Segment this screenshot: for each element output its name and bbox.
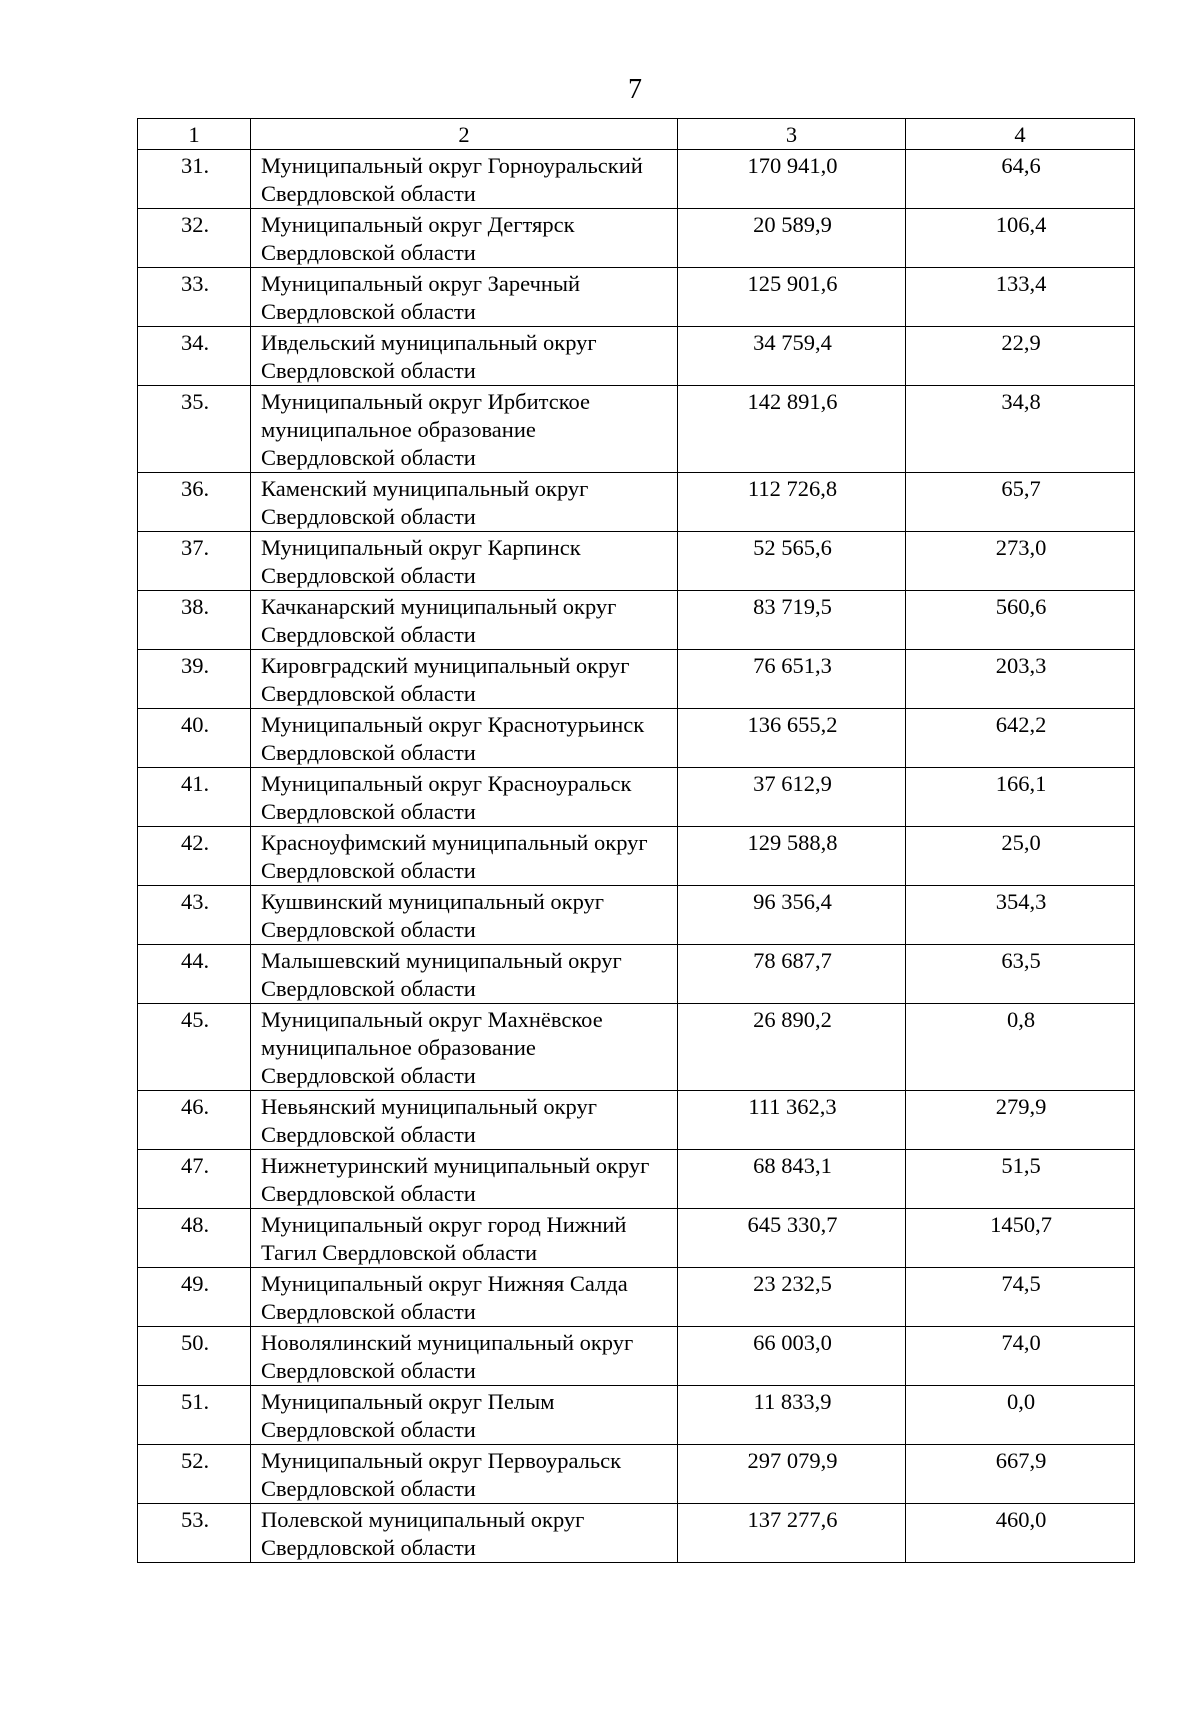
municipality-name: Муниципальный округ Горноуральский Свердловской области bbox=[251, 150, 678, 209]
value-column-4: 203,3 bbox=[906, 650, 1135, 709]
column-header-4: 4 bbox=[906, 119, 1135, 150]
table-row bbox=[138, 1327, 1135, 1386]
value-column-4: 74,5 bbox=[906, 1268, 1135, 1327]
table-row bbox=[138, 1004, 1135, 1091]
value-column-3: 137 277,6 bbox=[678, 1504, 906, 1563]
table-row bbox=[138, 473, 1135, 532]
column-header-2: 2 bbox=[251, 119, 678, 150]
value-column-4: 273,0 bbox=[906, 532, 1135, 591]
value-column-3: 96 356,4 bbox=[678, 886, 906, 945]
municipality-name: Новолялинский муниципальный округ Свердловской области bbox=[251, 1327, 678, 1386]
municipality-name: Муниципальный округ Карпинск Свердловской области bbox=[251, 532, 678, 591]
municipality-name: Малышевский муниципальный округ Свердловской области bbox=[251, 945, 678, 1004]
row-number: 45. bbox=[138, 1004, 251, 1091]
value-column-4: 25,0 bbox=[906, 827, 1135, 886]
column-header-3: 3 bbox=[678, 119, 906, 150]
municipality-name: Муниципальный округ Ирбитское муниципальное образование Свердловской области bbox=[251, 386, 678, 473]
value-column-3: 11 833,9 bbox=[678, 1386, 906, 1445]
value-column-4: 65,7 bbox=[906, 473, 1135, 532]
municipality-name: Муниципальный округ Первоуральск Свердловской области bbox=[251, 1445, 678, 1504]
value-column-3: 645 330,7 bbox=[678, 1209, 906, 1268]
row-number: 48. bbox=[138, 1209, 251, 1268]
table-row bbox=[138, 591, 1135, 650]
table-row bbox=[138, 827, 1135, 886]
value-column-4: 51,5 bbox=[906, 1150, 1135, 1209]
value-column-3: 111 362,3 bbox=[678, 1091, 906, 1150]
value-column-3: 37 612,9 bbox=[678, 768, 906, 827]
row-number: 46. bbox=[138, 1091, 251, 1150]
municipality-name: Кушвинский муниципальный округ Свердловской области bbox=[251, 886, 678, 945]
value-column-4: 166,1 bbox=[906, 768, 1135, 827]
value-column-3: 136 655,2 bbox=[678, 709, 906, 768]
municipality-name: Кировградский муниципальный округ Свердловской области bbox=[251, 650, 678, 709]
municipality-name: Муниципальный округ Краснотурьинск Свердловской области bbox=[251, 709, 678, 768]
value-column-4: 460,0 bbox=[906, 1504, 1135, 1563]
value-column-3: 76 651,3 bbox=[678, 650, 906, 709]
value-column-4: 22,9 bbox=[906, 327, 1135, 386]
row-number: 41. bbox=[138, 768, 251, 827]
row-number: 31. bbox=[138, 150, 251, 209]
value-column-3: 170 941,0 bbox=[678, 150, 906, 209]
value-column-4: 64,6 bbox=[906, 150, 1135, 209]
value-column-4: 0,0 bbox=[906, 1386, 1135, 1445]
value-column-4: 34,8 bbox=[906, 386, 1135, 473]
value-column-3: 129 588,8 bbox=[678, 827, 906, 886]
value-column-3: 125 901,6 bbox=[678, 268, 906, 327]
value-column-4: 133,4 bbox=[906, 268, 1135, 327]
table-row bbox=[138, 209, 1135, 268]
row-number: 37. bbox=[138, 532, 251, 591]
value-column-4: 642,2 bbox=[906, 709, 1135, 768]
table-row bbox=[138, 386, 1135, 473]
table-row bbox=[138, 709, 1135, 768]
value-column-3: 78 687,7 bbox=[678, 945, 906, 1004]
municipality-name: Муниципальный округ Пелым Свердловской области bbox=[251, 1386, 678, 1445]
table-row bbox=[138, 886, 1135, 945]
page-number: 7 bbox=[628, 74, 642, 105]
value-column-4: 354,3 bbox=[906, 886, 1135, 945]
value-column-4: 279,9 bbox=[906, 1091, 1135, 1150]
value-column-3: 52 565,6 bbox=[678, 532, 906, 591]
municipality-name: Муниципальный округ Нижняя Салда Свердловской области bbox=[251, 1268, 678, 1327]
table-row bbox=[138, 650, 1135, 709]
municipality-name: Нижнетуринский муниципальный округ Свердловской области bbox=[251, 1150, 678, 1209]
row-number: 40. bbox=[138, 709, 251, 768]
row-number: 51. bbox=[138, 1386, 251, 1445]
value-column-3: 68 843,1 bbox=[678, 1150, 906, 1209]
municipality-name: Муниципальный округ Махнёвское муниципальное образование Свердловской области bbox=[251, 1004, 678, 1091]
table-row bbox=[138, 1209, 1135, 1268]
value-column-3: 83 719,5 bbox=[678, 591, 906, 650]
row-number: 36. bbox=[138, 473, 251, 532]
row-number: 44. bbox=[138, 945, 251, 1004]
value-column-3: 23 232,5 bbox=[678, 1268, 906, 1327]
value-column-4: 1450,7 bbox=[906, 1209, 1135, 1268]
table-row bbox=[138, 1445, 1135, 1504]
table-row bbox=[138, 532, 1135, 591]
value-column-4: 74,0 bbox=[906, 1327, 1135, 1386]
municipality-name: Муниципальный округ Дегтярск Свердловской области bbox=[251, 209, 678, 268]
value-column-4: 106,4 bbox=[906, 209, 1135, 268]
table-row bbox=[138, 1150, 1135, 1209]
municipality-name: Полевской муниципальный округ Свердловской области bbox=[251, 1504, 678, 1563]
row-number: 49. bbox=[138, 1268, 251, 1327]
row-number: 43. bbox=[138, 886, 251, 945]
municipality-name: Ивдельский муниципальный округ Свердловской области bbox=[251, 327, 678, 386]
municipality-name: Качканарский муниципальный округ Свердловской области bbox=[251, 591, 678, 650]
data-table bbox=[137, 118, 1135, 1563]
municipality-name: Муниципальный округ город Нижний Тагил Свердловской области bbox=[251, 1209, 678, 1268]
table-header-row bbox=[138, 119, 1135, 150]
row-number: 47. bbox=[138, 1150, 251, 1209]
table-row bbox=[138, 268, 1135, 327]
row-number: 42. bbox=[138, 827, 251, 886]
value-column-3: 297 079,9 bbox=[678, 1445, 906, 1504]
municipality-name: Невьянский муниципальный округ Свердловской области bbox=[251, 1091, 678, 1150]
column-header-1: 1 bbox=[138, 119, 251, 150]
municipality-name: Муниципальный округ Заречный Свердловской области bbox=[251, 268, 678, 327]
value-column-4: 667,9 bbox=[906, 1445, 1135, 1504]
municipality-name: Каменский муниципальный округ Свердловской области bbox=[251, 473, 678, 532]
table-row bbox=[138, 1504, 1135, 1563]
table-row bbox=[138, 327, 1135, 386]
municipality-name: Муниципальный округ Красноуральск Свердловской области bbox=[251, 768, 678, 827]
row-number: 34. bbox=[138, 327, 251, 386]
table-row bbox=[138, 1386, 1135, 1445]
table-row bbox=[138, 1268, 1135, 1327]
row-number: 35. bbox=[138, 386, 251, 473]
row-number: 52. bbox=[138, 1445, 251, 1504]
value-column-3: 112 726,8 bbox=[678, 473, 906, 532]
table-row bbox=[138, 150, 1135, 209]
row-number: 39. bbox=[138, 650, 251, 709]
row-number: 33. bbox=[138, 268, 251, 327]
row-number: 32. bbox=[138, 209, 251, 268]
value-column-4: 63,5 bbox=[906, 945, 1135, 1004]
table-row bbox=[138, 945, 1135, 1004]
value-column-4: 0,8 bbox=[906, 1004, 1135, 1091]
row-number: 53. bbox=[138, 1504, 251, 1563]
value-column-3: 142 891,6 bbox=[678, 386, 906, 473]
row-number: 50. bbox=[138, 1327, 251, 1386]
municipality-name: Красноуфимский муниципальный округ Свердловской области bbox=[251, 827, 678, 886]
table-row bbox=[138, 1091, 1135, 1150]
value-column-4: 560,6 bbox=[906, 591, 1135, 650]
value-column-3: 34 759,4 bbox=[678, 327, 906, 386]
table-row bbox=[138, 768, 1135, 827]
row-number: 38. bbox=[138, 591, 251, 650]
value-column-3: 66 003,0 bbox=[678, 1327, 906, 1386]
value-column-3: 26 890,2 bbox=[678, 1004, 906, 1091]
value-column-3: 20 589,9 bbox=[678, 209, 906, 268]
